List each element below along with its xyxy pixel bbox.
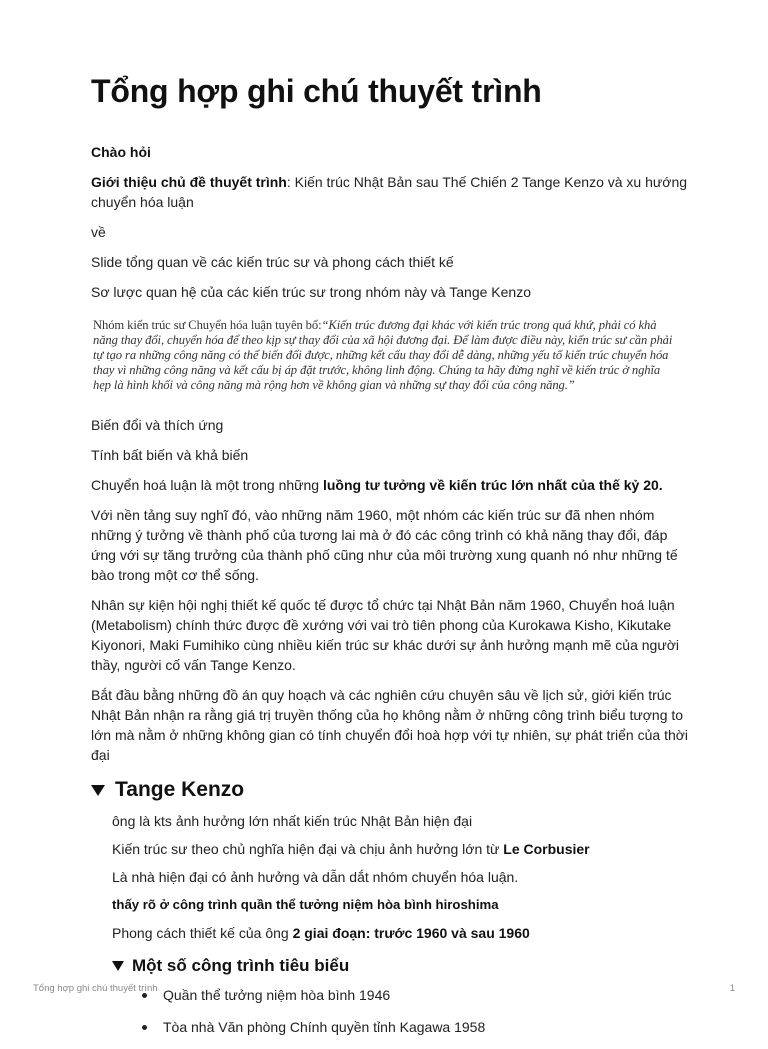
tange-line-2: Kiến trúc sư theo chủ nghĩa hiện đại và chịu ảnh hưởng lớn từ Le Corbusier <box>112 841 590 857</box>
document-page <box>91 66 691 1049</box>
quote-text: “Kiến trúc đương đại khác với kiến trúc trong quá khứ, phải có khả năng thay đổi, chuyển hóa để theo kịp sự thay đổi của xã hội đương đại. Để làm được điều này, kiến trúc sư cần phải tự tạo ra những công năng có thể biến đổi được, những kết cấu thay đổi dễ dàng, những yếu tố kiến trúc chuyển hóa thay vì những công năng và kết cấu bị áp đặt trước, không linh động. Chúng ta hãy đừng nghĩ về kiến trúc ở nghĩa hẹp là hình khối và công năng mà rộng hơn về không gian và những sự thay đổi của công năng.” <box>93 318 673 392</box>
ve-paragraph: về <box>91 224 106 240</box>
list-item: Quần thể tưởng niệm hòa bình 1946 <box>139 985 691 1005</box>
invariance: Tính bất biến và khả biến <box>91 447 249 463</box>
toggle-triangle-icon[interactable] <box>112 961 124 971</box>
change-adapt: Biến đổi và thích ứng <box>91 417 224 433</box>
page-footer <box>33 983 735 994</box>
quote-prefix: Nhóm kiến trúc sư Chuyển hóa luận tuyên bố: <box>93 318 322 332</box>
page-number: 1 <box>729 983 735 994</box>
metabolism-paragraph: Chuyển hoá luận là một trong những luồng tư tưởng về kiến trúc lớn nhất của thế kỷ 20. <box>91 477 663 493</box>
paragraph-conference: Nhân sự kiện hội nghị thiết kế quốc tế được tổ chức tại Nhật Bản năm 1960, Chuyển hoá luận (Metabolism) chính thức được đề xướng với vai trò tiên phong của Kurokawa Kisho, Kikutake Kiyonori, Maki Fumihiko cùng nhiều kiến trúc sư khác dưới sự ảnh hưởng mạnh mẽ của người thầy, người cố vấn Tange Kenzo. <box>91 597 679 673</box>
slide-overview: Slide tổng quan về các kiến trúc sư và phong cách thiết kế <box>91 254 454 270</box>
summary-relation: Sơ lược quan hệ của các kiến trúc sư trong nhóm này và Tange Kenzo <box>91 284 531 300</box>
heading-tange-kenzo: Tange Kenzo <box>115 778 245 801</box>
tange-line-5: Phong cách thiết kế của ông 2 giai đoạn: trước 1960 và sau 1960 <box>112 925 530 941</box>
intro-label: Giới thiệu chủ đề thuyết trình <box>91 174 287 190</box>
paragraph-1960: Với nền tảng suy nghĩ đó, vào những năm 1960, một nhóm các kiến trúc sư đã nhen nhóm những ý tưởng về thành phố của tương lai mà ở đó các công trình có khả năng thay đổi, đáp ứng với sự tăng trưởng của thành phố cũng như của môi trường xung quanh nó như những tế bào trong một cơ thể sống. <box>91 507 678 583</box>
toggle-tange-kenzo[interactable] <box>91 777 691 803</box>
heading-works: Một số công trình tiêu biểu <box>132 956 350 975</box>
paragraph-planning: Bắt đầu bằng những đồ án quy hoạch và các nghiên cứu chuyên sâu về lịch sử, giới kiến trúc Nhật Bản nhận ra rằng giá trị truyền thống của họ không nằm ở những công trình biểu tượng to lớn mà nằm ở những không gian có tính chuyển đổi hoà hợp với tự nhiên, sự phát triển của thời đại <box>91 687 689 763</box>
metabolism-quote-image <box>93 318 673 393</box>
tange-line-4: thấy rõ ở công trình quần thể tưởng niệm hòa bình hiroshima <box>112 897 499 912</box>
bullet-icon <box>142 1025 147 1030</box>
intro-text: : Kiến trúc Nhật Bản sau Thế Chiến 2 Tange Kenzo và xu hướng chuyển hóa luận <box>91 174 688 210</box>
toggle-works[interactable] <box>112 955 691 977</box>
tange-section <box>112 811 691 1037</box>
toggle-triangle-icon[interactable] <box>91 785 105 796</box>
greeting: Chào hỏi <box>91 144 151 160</box>
intro-paragraph <box>91 172 691 212</box>
tange-line-1: ông là kts ảnh hưởng lớn nhất kiến trúc Nhật Bản hiện đại <box>112 813 473 829</box>
footer-title: Tổng hợp ghi chú thuyết trình <box>33 983 158 994</box>
page-title: Tổng hợp ghi chú thuyết trình <box>91 73 542 109</box>
tange-line-3: Là nhà hiện đại có ảnh hưởng và dẫn dắt nhóm chuyển hóa luận. <box>112 869 519 885</box>
list-item: Tòa nhà Văn phòng Chính quyền tỉnh Kagawa 1958 <box>139 1017 691 1037</box>
